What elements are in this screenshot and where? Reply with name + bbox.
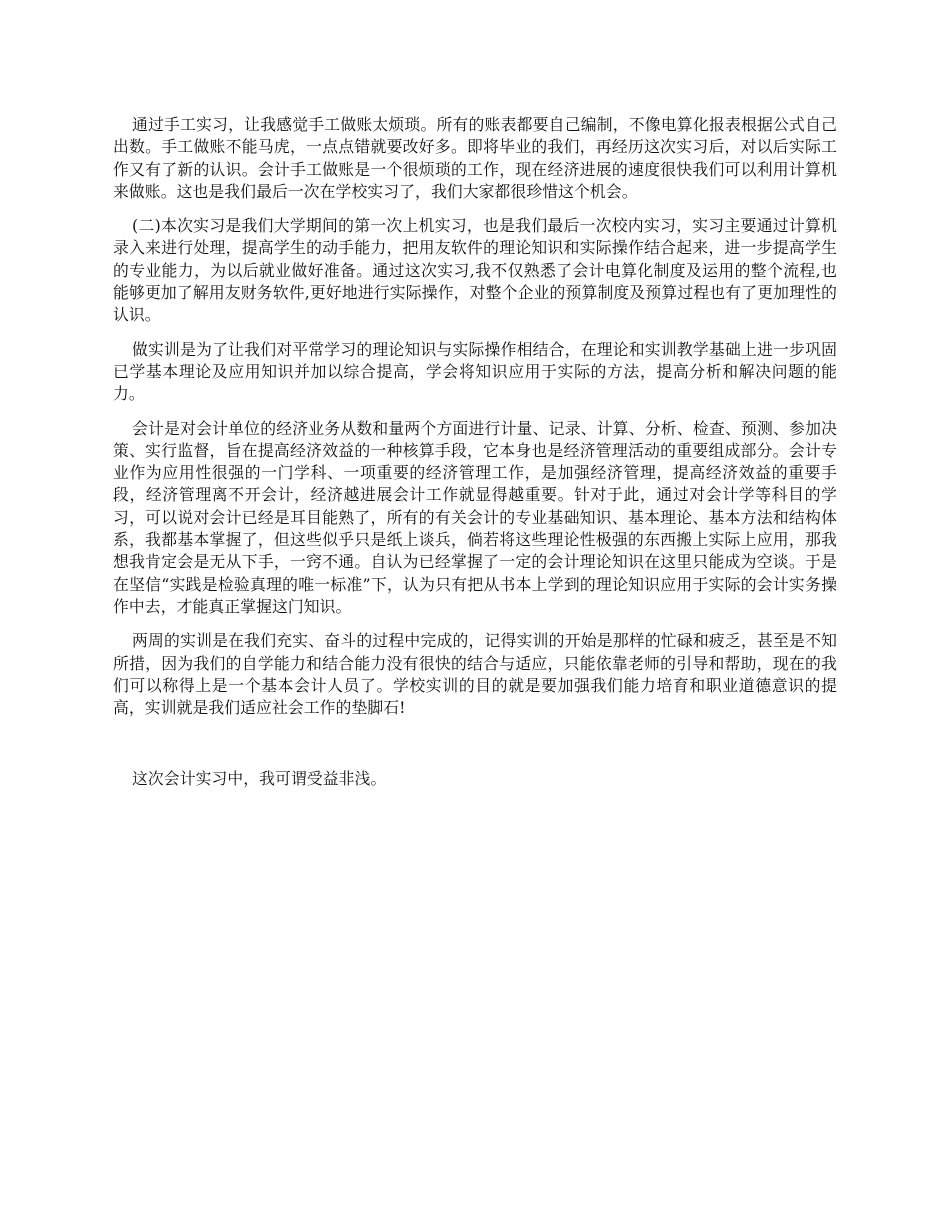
document-page [113, 114, 837, 803]
paragraph-manual-bookkeeping: 通过手工实习，让我感觉手工做账太烦琐。所有的账表都要自己编制，不像电算化报表根据公式自己出数。手工做账不能马虎，一点点错就要改好多。即将毕业的我们，再经历这次实习后，对以后实际工作又有了新的认识。会计手工做账是一个很烦琐的工作，现在经济进展的速度很快我们可以利用计算机来做账。这也是我们最后一次在学校实习了，我们大家都很珍惜这个机会。 [113, 115, 837, 201]
paragraph-training-purpose: 做实训是为了让我们对平常学习的理论知识与实际操作相结合，在理论和实训教学基础上进一步巩固已学基本理论及应用知识并加以综合提高，学会将知识应用于实际的方法，提高分析和解决问题的能力。 [113, 339, 837, 404]
paragraph-computer-practice: (二)本次实习是我们大学期间的第一次上机实习，也是我们最后一次校内实习，实习主要通过计算机录入来进行处理，提高学生的动手能力，把用友软件的理论知识和实际操作结合起来，进一步提高学生的专业能力，为以后就业做好准备。通过这次实习,我不仅熟悉了会计电算化制度及运用的整个流程,也能够更加了解用友财务软件,更好地进行实际操作，对整个企业的预算制度及预算过程也有了更加理性的认识。 [113, 216, 837, 325]
paragraph-closing: 这次会计实习中，我可谓受益非浅。 [132, 769, 387, 789]
paragraph-two-weeks-training: 两周的实训是在我们充实、奋斗的过程中完成的，记得实训的开始是那样的忙碌和疲乏，甚至是不知所措，因为我们的自学能力和结合能力没有很快的结合与适应，只能依靠老师的引导和帮助，现在的我们可以称得上是一个基本会计人员了。学校实训的目的就是要加强我们能力培育和职业道德意识的提高，实训就是我们适应社会工作的垫脚石! [113, 631, 837, 718]
paragraph-spacer [113, 731, 837, 768]
paragraph-accounting-definition: 会计是对会计单位的经济业务从数和量两个方面进行计量、记录、计算、分析、检查、预测、参加决策、实行监督，旨在提高经济效益的一种核算手段，它本身也是经济管理活动的重要组成部分。会计专业作为应用性很强的一门学科、一项重要的经济管理工作，是加强经济管理，提高经济效益的重要手段，经济管理离不开会计，经济越进展会计工作就显得越重要。针对于此，通过对会计学等科目的学习，可以说对会计已经是耳目能熟了，所有的有关会计的专业基础知识、基本理论、基本方法和结构体系，我都基本掌握了，但这些似乎只是纸上谈兵，倘若将这些理论性极强的东西搬上实际上应用，那我想我肯定会是无从下手，一窍不通。自认为已经掌握了一定的会计理论知识在这里只能成为空谈。于是在坚信“实践是检验真理的唯一标准”下，认为只有把从书本上学到的理论知识应用于实际的会计实务操作中去，才能真正掌握这门知识。 [113, 418, 837, 616]
